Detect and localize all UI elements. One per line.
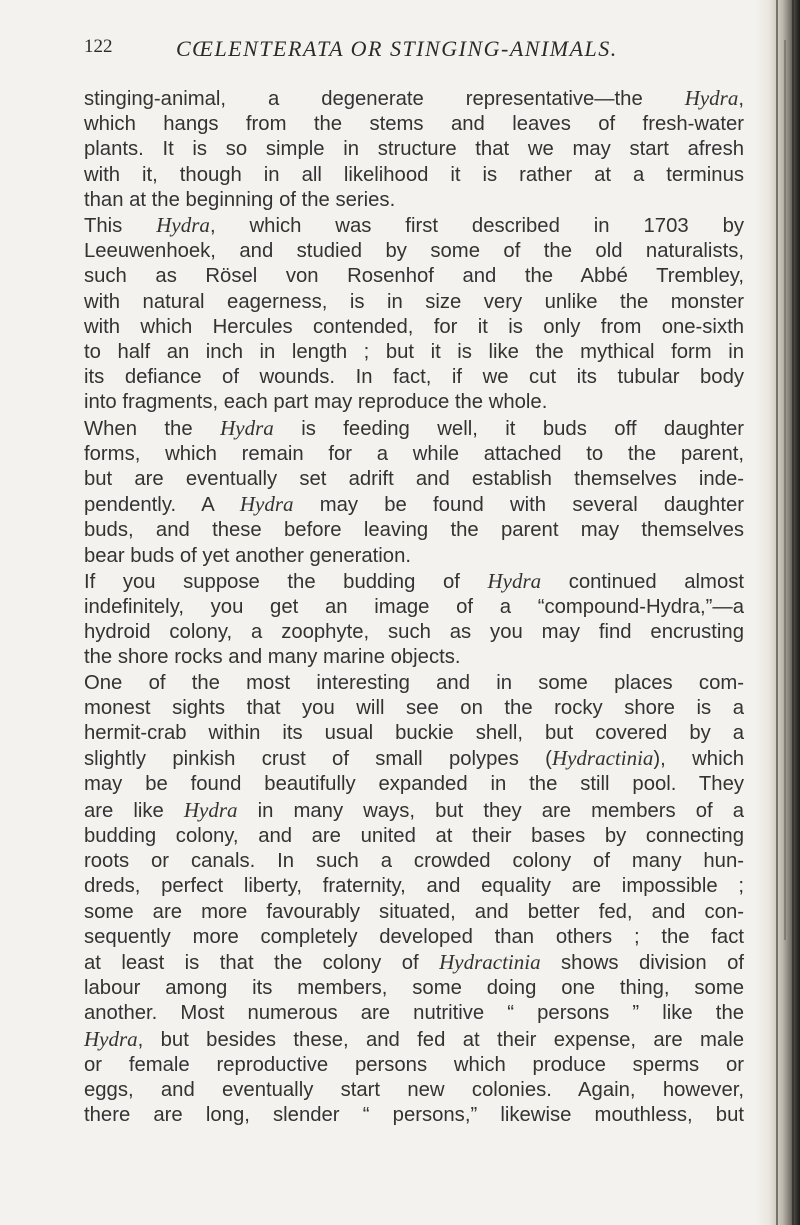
page-number: 122 [84, 36, 113, 57]
text-run: may be found with several daughter [293, 494, 744, 517]
text-line [84, 315, 744, 340]
text-run: , which was first described in 1703 by [209, 215, 744, 238]
text-line [84, 950, 744, 976]
text-line [84, 467, 744, 492]
text-run: pendently. A [84, 494, 240, 517]
text-run: to half an inch in length ; but it is like the mythical form in [84, 341, 744, 364]
text-run: , [738, 88, 744, 110]
text-run: dreds, perfect liberty, fraternity, and equality are impossible ; [84, 875, 744, 898]
text-run: with it, though in all likelihood it is rather at a terminus [84, 163, 744, 186]
text-run: is feeding well, it buds off daughter [273, 417, 744, 440]
text-line [84, 163, 744, 188]
text-line [84, 239, 744, 264]
italic-term: Hydra [84, 1026, 138, 1051]
italic-term: Hydra [156, 213, 210, 238]
text-run: ), which [653, 748, 744, 771]
text-run: One of the most interesting and in some places com- [84, 671, 744, 694]
text-run: hermit-crab within its usual buckie shell, but covered by a [84, 722, 744, 745]
text-run: slightly pinkish crust of small polypes ( [84, 748, 552, 771]
text-run: some are more favourably situated, and better fed, and con- [84, 900, 744, 923]
text-run: such as Rösel von Rosenhof and the Abbé Trembley, [84, 265, 744, 288]
text-line [84, 188, 744, 213]
text-line [84, 874, 744, 899]
text-run: monest sights that you will see on the rocky shore is a [84, 696, 744, 719]
text-line [84, 416, 744, 442]
italic-term: Hydractinia [551, 746, 654, 771]
text-line [84, 365, 744, 390]
text-line [84, 1103, 744, 1128]
text-line [84, 213, 744, 239]
text-run: which hangs from the stems and leaves of fresh-water [84, 113, 744, 136]
text-run: with which Hercules contended, for it is only from one-sixth [84, 315, 744, 338]
text-line [84, 518, 744, 543]
running-head: CŒLENTERATA OR STINGING-ANIMALS. [176, 36, 618, 61]
text-line [84, 849, 744, 874]
text-line [84, 746, 744, 772]
italic-term: Hydra [684, 86, 739, 110]
italic-term: Hydractinia [439, 949, 541, 974]
text-run: another. Most numerous are nutritive “ persons ” like the [84, 1002, 744, 1025]
text-run: plants. It is so simple in structure that we may start afresh [84, 138, 744, 161]
page-edge-shadow [756, 0, 800, 1225]
text-line [84, 620, 744, 645]
body-text [84, 86, 744, 1128]
text-line [84, 772, 744, 797]
text-run: its defiance of wounds. In fact, if we cut its tubular body [84, 366, 744, 389]
text-run: hydroid colony, a zoophyte, such as you may find encrusting [84, 621, 744, 644]
text-line [84, 595, 744, 620]
page-header [84, 36, 734, 66]
text-run: Leeuwenhoek, and studied by some of the old naturalists, [84, 240, 744, 263]
text-run: If you suppose the budding of [84, 570, 488, 593]
text-line [84, 340, 744, 365]
text-run: roots or canals. In such a crowded colony of many hun- [84, 850, 744, 873]
italic-term: Hydra [487, 568, 542, 593]
text-line [84, 900, 744, 925]
text-run: may be found beautifully expanded in the still pool. They [84, 773, 744, 796]
text-line [84, 137, 744, 162]
text-run: continued almost [541, 570, 745, 593]
text-line [84, 1078, 744, 1103]
italic-term: Hydra [220, 415, 274, 440]
text-run: indefinitely, you get an image of a “compound-Hydra,”—a [84, 596, 744, 619]
text-run: than at the beginning of the series. [84, 188, 396, 211]
text-line [84, 671, 744, 696]
text-line [84, 721, 744, 746]
text-run: there are long, slender “ persons,” likewise mouthless, but [84, 1104, 744, 1127]
text-line [84, 86, 744, 112]
text-run: at least is that the colony of [84, 951, 440, 974]
text-run: buds, and these before leaving the parent may themselves [84, 519, 744, 542]
text-run: with natural eagerness, is in size very unlike the monster [84, 290, 744, 313]
italic-term: Hydra [239, 492, 294, 517]
text-line [84, 492, 744, 518]
text-run: into fragments, each part may reproduce the whole. [84, 391, 548, 414]
italic-term: Hydra [183, 797, 238, 822]
text-line [84, 569, 744, 595]
text-line [84, 390, 744, 415]
text-run: , but besides these, and fed at their expense, are male [137, 1028, 744, 1051]
text-run: This [84, 215, 157, 238]
text-line [84, 1027, 744, 1053]
text-run: When the [84, 417, 221, 440]
text-line [84, 925, 744, 950]
text-line [84, 976, 744, 1001]
text-line [84, 290, 744, 315]
text-line [84, 696, 744, 721]
text-line [84, 1001, 744, 1026]
text-line [84, 798, 744, 824]
text-run: but are eventually set adrift and establish themselves inde- [84, 468, 744, 491]
text-line [84, 264, 744, 289]
text-run: forms, which remain for a while attached to the parent, [84, 442, 744, 465]
text-run: are like [84, 799, 184, 822]
text-run: sequently more completely developed than others ; the fact [84, 925, 744, 948]
text-run: in many ways, but they are members of a [237, 799, 744, 822]
text-run: budding colony, and are united at their bases by connecting [84, 824, 744, 847]
text-line [84, 824, 744, 849]
text-run: the shore rocks and many marine objects. [84, 646, 461, 669]
text-run: or female reproductive persons which produce sperms or [84, 1053, 744, 1076]
text-run: eggs, and eventually start new colonies. Again, however, [84, 1078, 744, 1101]
text-line [84, 1053, 744, 1078]
text-run: shows division of [540, 951, 744, 974]
text-line [84, 544, 744, 569]
text-line [84, 112, 744, 137]
text-run: stinging-animal, a degenerate representative—the [84, 88, 685, 110]
text-run: bear buds of yet another generation. [84, 544, 411, 567]
text-run: labour among its members, some doing one thing, some [84, 977, 744, 1000]
text-line [84, 645, 744, 670]
text-line [84, 442, 744, 467]
